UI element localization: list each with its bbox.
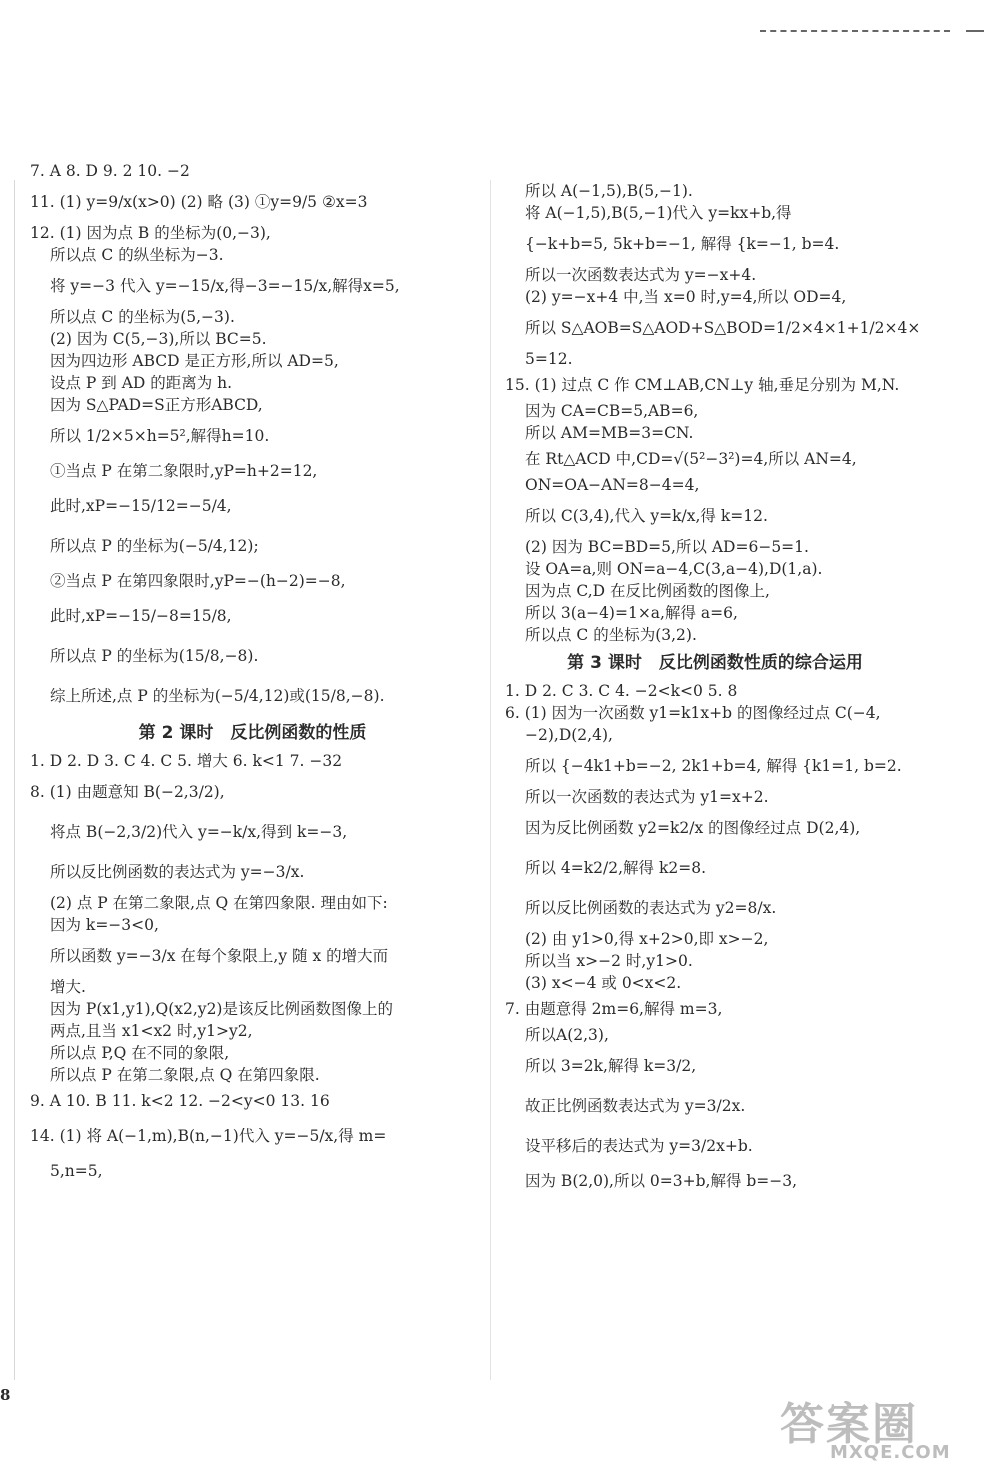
answer-line: 因为点 C,D 在反比例函数的图像上,: [525, 582, 770, 600]
answer-line: 5,n=5,: [50, 1162, 103, 1180]
answer-line: 7. A 8. D 9. 2 10. −2: [30, 162, 190, 180]
answer-line: ②当点 P 在第四象限时,yP=−(h−2)=−8,: [50, 572, 346, 590]
watermark-logo: 答案圈: [780, 1399, 918, 1450]
answer-line: 因为 k=−3<0,: [50, 916, 159, 934]
answer-line: 所以 C(3,4),代入 y=k/x,得 k=12.: [525, 507, 768, 525]
answer-line: 1. D 2. D 3. C 4. C 5. 增大 6. k<1 7. −32: [30, 752, 343, 770]
answer-line: 所以一次函数表达式为 y=−x+4.: [525, 266, 757, 284]
answer-line: 所以 A(−1,5),B(5,−1).: [525, 182, 693, 200]
answer-line: 所以 3=2k,解得 k=3/2,: [525, 1057, 697, 1075]
answer-line: 将点 B(−2,3/2)代入 y=−k/x,得到 k=−3,: [50, 823, 348, 841]
answer-line: (2) 因为 BC=BD=5,所以 AD=6−5=1.: [525, 538, 809, 556]
right-column: [505, 180, 925, 1196]
answer-line: 5=12.: [525, 350, 573, 368]
answer-line: 所以 3(a−4)=1×a,解得 a=6,: [525, 604, 738, 622]
answer-line: 所以点 C 的纵坐标为−3.: [50, 246, 224, 264]
answer-line: 设平移后的表达式为 y=3/2x+b.: [525, 1137, 753, 1155]
answer-line: 此时,xP=−15/12=−5/4,: [50, 497, 232, 515]
answer-line: 所以点 C 的坐标为(5,−3).: [50, 308, 235, 326]
answer-line: 所以 4=k2/2,解得 k2=8.: [525, 859, 706, 877]
answer-line: 故正比例函数表达式为 y=3/2x.: [525, 1097, 746, 1115]
answer-line: ①当点 P 在第二象限时,yP=h+2=12,: [50, 462, 318, 480]
answer-line: 所以函数 y=−3/x 在每个象限上,y 随 x 的增大而: [50, 947, 389, 965]
answer-block-3: [505, 180, 925, 646]
answer-line: 所以 {−4k1+b=−2, 2k1+b=4, 解得 {k1=1, b=2.: [525, 757, 902, 775]
watermark: [780, 1388, 990, 1468]
answer-line: 所以反比例函数的表达式为 y=−3/x.: [50, 863, 305, 881]
answer-line: 12. (1) 因为点 B 的坐标为(0,−3),: [30, 224, 271, 242]
answer-line: (2) y=−x+4 中,当 x=0 时,y=4,所以 OD=4,: [525, 288, 847, 306]
answer-line: 1. D 2. C 3. C 4. −2<k<0 5. 8: [505, 682, 738, 700]
answer-line: 将 y=−3 代入 y=−15/x,得−3=−15/x,解得x=5,: [50, 277, 400, 295]
answer-line: ON=OA−AN=8−4=4,: [525, 476, 700, 494]
answer-block-4: [505, 680, 925, 1196]
header-rule: [760, 30, 950, 35]
section-title-lesson-3: 第 3 课时 反比例函数性质的综合运用: [567, 653, 863, 673]
answer-line: 所以反比例函数的表达式为 y2=8/x.: [525, 899, 777, 917]
answer-line: (2) 点 P 在第二象限,点 Q 在第四象限. 理由如下:: [50, 894, 388, 912]
left-column: [30, 160, 475, 1186]
answer-line: 7. 由题意得 2m=6,解得 m=3,: [505, 1000, 723, 1018]
answer-line: 所以当 x>−2 时,y1>0.: [525, 952, 693, 970]
answer-line: 所以A(2,3),: [525, 1026, 609, 1044]
answer-line: 两点,且当 x1<x2 时,y1>y2,: [50, 1022, 253, 1040]
answer-line: 在 Rt△ACD 中,CD=√(5²−3²)=4,所以 AN=4,: [525, 450, 857, 468]
answer-line: 所以 1/2×5×h=5²,解得h=10.: [50, 427, 270, 445]
answer-line: 因为 CA=CB=5,AB=6,: [525, 402, 699, 420]
answer-line: 此时,xP=−15/−8=15/8,: [50, 607, 232, 625]
answer-line: 9. A 10. B 11. k<2 12. −2<y<0 13. 16: [30, 1092, 330, 1110]
answer-line: 所以点 P 在第二象限,点 Q 在第四象限.: [50, 1066, 320, 1084]
answer-line: 设 OA=a,则 ON=a−4,C(3,a−4),D(1,a).: [525, 560, 823, 578]
answer-line: 6. (1) 因为一次函数 y1=k1x+b 的图像经过点 C(−4,: [505, 704, 881, 722]
answer-line: 因为 B(2,0),所以 0=3+b,解得 b=−3,: [525, 1172, 798, 1190]
answer-line: 增大.: [50, 978, 86, 996]
answer-line: 所以点 P 的坐标为(15/8,−8).: [50, 647, 259, 665]
answer-line: 11. (1) y=9/x(x>0) (2) 略 (3) ①y=9/5 ②x=3: [30, 193, 368, 211]
answer-line: (2) 由 y1>0,得 x+2>0,即 x>−2,: [525, 930, 769, 948]
answer-line: 14. (1) 将 A(−1,m),B(n,−1)代入 y=−5/x,得 m=: [30, 1127, 387, 1145]
answer-line: 将 A(−1,5),B(5,−1)代入 y=kx+b,得: [525, 204, 792, 222]
answer-line: {−k+b=5, 5k+b=−1, 解得 {k=−1, b=4.: [525, 235, 840, 253]
answer-line: 综上所述,点 P 的坐标为(−5/4,12)或(15/8,−8).: [50, 687, 385, 705]
section-title-lesson-2: 第 2 课时 反比例函数的性质: [138, 723, 367, 743]
answer-line: (2) 因为 C(5,−3),所以 BC=5.: [50, 330, 267, 348]
answer-line: 所以点 P,Q 在不同的象限,: [50, 1044, 230, 1062]
answer-line: 所以 S△AOB=S△AOD+S△BOD=1/2×4×1+1/2×4×: [525, 319, 921, 337]
header-rule-end: [966, 30, 984, 32]
answer-line: 因为 S△PAD=S正方形ABCD,: [50, 396, 263, 414]
left-margin-rule: [14, 180, 15, 1380]
answer-line: 所以点 C 的坐标为(3,2).: [525, 626, 697, 644]
column-divider: [490, 180, 491, 1380]
answer-line: 因为四边形 ABCD 是正方形,所以 AD=5,: [50, 352, 339, 370]
answer-block-1: [30, 160, 475, 716]
answer-line: 所以点 P 的坐标为(−5/4,12);: [50, 537, 259, 555]
page-number: 8: [0, 1386, 11, 1404]
answer-line: 8. (1) 由题意知 B(−2,3/2),: [30, 783, 225, 801]
answer-line: 15. (1) 过点 C 作 CM⊥AB,CN⊥y 轴,垂足分别为 M,N.: [505, 376, 900, 394]
answer-block-2: [30, 750, 475, 1186]
answer-line: 设点 P 到 AD 的距离为 h.: [50, 374, 233, 392]
answer-line: 所以一次函数的表达式为 y1=x+2.: [525, 788, 769, 806]
answer-line: 因为反比例函数 y2=k2/x 的图像经过点 D(2,4),: [525, 819, 861, 837]
answer-line: 因为 P(x1,y1),Q(x2,y2)是该反比例函数图像上的: [50, 1000, 393, 1018]
watermark-site: MXQE.COM: [830, 1442, 951, 1463]
answer-line: 所以 AM=MB=3=CN.: [525, 424, 694, 442]
answer-line: −2),D(2,4),: [525, 726, 613, 744]
answer-line: (3) x<−4 或 0<x<2.: [525, 974, 682, 992]
